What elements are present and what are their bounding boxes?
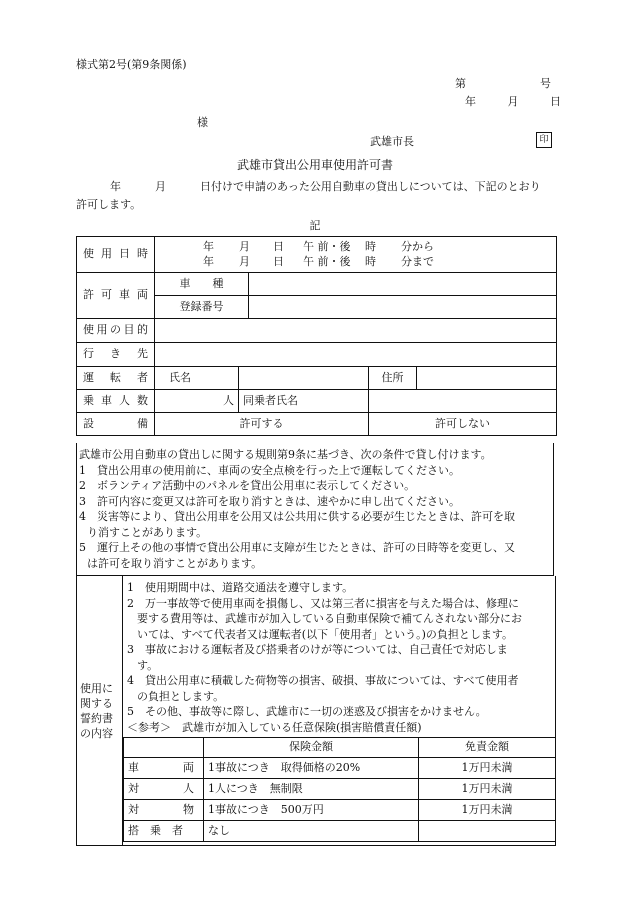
pledge-line: ＜参考＞ 武雄市が加入している任意保険(損害賠償責任額) bbox=[127, 720, 422, 734]
from-minute: 分から bbox=[401, 239, 434, 253]
condition-line: 2 ボランティア活動中のパネルを貸出公用車に表示してください。 bbox=[79, 479, 416, 492]
datetime-to bbox=[159, 255, 552, 270]
destination-label: 行 き 先 bbox=[77, 343, 155, 367]
pledge-line: 4 貸出公用車に積載した荷物等の損害、破損、事故については、すべて使用者 bbox=[127, 674, 519, 687]
pledge-label: 使用に関する誓約書の内容 bbox=[80, 682, 113, 740]
pledge-line: いては、すべて代表者又は運転者(以下「使用者」という。)の負担とします。 bbox=[137, 627, 513, 641]
insurance-row-deductible: 1万円未満 bbox=[419, 779, 556, 800]
condition-line: 1 貸出公用車の使用前に、車両の安全点検を行った上で運転してください。 bbox=[79, 463, 460, 477]
insurance-row-deductible: 1万円未満 bbox=[419, 758, 556, 779]
companion-label-cell bbox=[239, 390, 369, 413]
from-hour: 時 bbox=[365, 239, 376, 253]
body-month: 月 bbox=[155, 180, 166, 193]
to-hour: 時 bbox=[365, 254, 376, 268]
registration-field[interactable] bbox=[249, 296, 557, 319]
passengers-count-field[interactable] bbox=[155, 390, 239, 413]
not-permit-option[interactable]: 許可しない bbox=[369, 413, 557, 436]
registration-label: 登録番号 bbox=[155, 296, 249, 319]
insurance-row-deductible: 1万円未満 bbox=[419, 800, 556, 821]
insurance-row-label: 対 物 bbox=[124, 800, 204, 821]
addressee-suffix: 様 bbox=[197, 116, 208, 129]
document-number-prefix: 第 bbox=[455, 77, 466, 90]
purpose-label: 使用の目的 bbox=[77, 319, 155, 343]
body-text: 日付けで申請のあった公用自動車の貸出しについては、下記のとおり bbox=[200, 180, 541, 193]
from-month: 月 bbox=[239, 239, 250, 253]
insurance-row-amount: なし bbox=[204, 821, 419, 842]
permit-option[interactable]: 許可する bbox=[155, 413, 369, 436]
condition-line: り消すことがあります。 bbox=[87, 525, 208, 539]
condition-line: 4 災害等により、貸出公用車を公用又は公共用に供する必要が生じたときは、許可を取 bbox=[79, 510, 515, 523]
pledge-line: 2 万一事故等で使用車両を損傷し、又は第三者に損害を与えた場合は、修理に bbox=[127, 596, 519, 610]
insurance-row-label: 搭 乗 者 bbox=[124, 821, 204, 842]
to-month: 月 bbox=[239, 254, 250, 268]
insurance-row-deductible bbox=[419, 821, 556, 842]
table-row bbox=[124, 779, 556, 800]
pledge-line: の負担とします。 bbox=[137, 689, 225, 703]
passengers-label: 乗車人数 bbox=[77, 390, 155, 413]
driver-label: 運 転 者 bbox=[77, 367, 155, 390]
from-year: 年 bbox=[203, 239, 214, 253]
body-line-2: 許可します。 bbox=[76, 198, 142, 211]
pledge-box bbox=[76, 576, 556, 846]
pledge-line: 1 使用期間中は、道路交通法を遵守します。 bbox=[127, 581, 354, 594]
issuer-name: 武雄市長 bbox=[370, 135, 414, 148]
date-year: 年 bbox=[465, 95, 476, 108]
vehicle-label: 許可車両 bbox=[77, 273, 155, 319]
insurance-row-amount: 1人につき 無制限 bbox=[204, 779, 419, 800]
pledge-line: 要する費用等は、武雄市が加入している自動車保険で補てんされない部分にお bbox=[137, 612, 522, 625]
vehicle-type-field[interactable] bbox=[249, 273, 557, 296]
document-number-suffix: 号 bbox=[540, 77, 551, 90]
pledge-text bbox=[127, 580, 553, 735]
permit-table bbox=[76, 236, 557, 436]
table-row bbox=[124, 821, 556, 842]
pledge-line: す。 bbox=[137, 658, 159, 672]
insurance-row-label: 対 人 bbox=[124, 779, 204, 800]
conditions-box bbox=[76, 443, 554, 576]
pledge-label-cell bbox=[77, 576, 123, 845]
datetime-from bbox=[159, 240, 552, 255]
date-month: 月 bbox=[507, 95, 519, 108]
body-year: 年 bbox=[110, 180, 121, 193]
companion-label: 同乗者氏名 bbox=[243, 393, 298, 407]
insurance-row-amount: 1事故につき 取得価格の20% bbox=[204, 758, 419, 779]
to-minute: 分まで bbox=[401, 254, 434, 268]
insurance-header-blank bbox=[124, 738, 204, 758]
insurance-row-amount: 1事故につき 500万円 bbox=[204, 800, 419, 821]
usage-datetime-label: 使用日時 bbox=[77, 237, 155, 273]
destination-field[interactable] bbox=[155, 343, 557, 367]
seal-stamp: 印 bbox=[536, 132, 552, 148]
ki-heading: 記 bbox=[309, 219, 321, 232]
condition-line: 5 運行上その他の事情で貸出公用車に支障が生じたときは、許可の日時等を変更し、又 bbox=[79, 541, 515, 554]
driver-name-field[interactable] bbox=[239, 367, 369, 390]
body-line-1 bbox=[76, 180, 541, 195]
from-ampm: 午 前・後 bbox=[303, 239, 351, 253]
insurance-row-label: 車 両 bbox=[124, 758, 204, 779]
vehicle-type-label: 車 種 bbox=[155, 273, 249, 296]
pledge-line: 5 その他、事故等に際し、武雄市に一切の迷惑及び損害をかけません。 bbox=[127, 705, 487, 718]
condition-line: 3 許可内容に変更又は許可を取り消すときは、速やかに申し出てください。 bbox=[79, 494, 460, 508]
pledge-line: 3 事故における運転者及び搭乗者のけが等については、自己責任で対応しま bbox=[127, 643, 508, 656]
from-day: 日 bbox=[273, 239, 284, 253]
insurance-table bbox=[123, 737, 556, 842]
to-year: 年 bbox=[203, 254, 214, 268]
insurance-deductible-header: 免責金額 bbox=[419, 738, 556, 758]
date-day: 日 bbox=[550, 95, 561, 108]
driver-name-label: 氏名 bbox=[155, 367, 239, 390]
condition-line: は許可を取り消すことがあります。 bbox=[87, 556, 263, 570]
equipment-label: 設 備 bbox=[77, 413, 155, 436]
table-row bbox=[124, 758, 556, 779]
form-number: 様式第2号(第9条関係) bbox=[76, 58, 187, 71]
companion-field[interactable] bbox=[369, 390, 557, 413]
to-ampm: 午 前・後 bbox=[303, 254, 351, 268]
persons-unit: 人 bbox=[223, 393, 234, 407]
condition-line: 武雄市公用自動車の貸出しに関する規則第9条に基づき、次の条件で貸し付けます。 bbox=[79, 448, 492, 461]
issue-date bbox=[465, 95, 561, 110]
table-row bbox=[124, 800, 556, 821]
usage-datetime-value[interactable] bbox=[155, 237, 557, 273]
driver-address-field[interactable] bbox=[417, 367, 557, 390]
document-title: 武雄市貸出公用車使用許可書 bbox=[236, 158, 393, 172]
to-day: 日 bbox=[273, 254, 284, 268]
driver-address-label: 住所 bbox=[369, 367, 417, 390]
insurance-amount-header: 保険金額 bbox=[204, 738, 419, 758]
purpose-field[interactable] bbox=[155, 319, 557, 343]
